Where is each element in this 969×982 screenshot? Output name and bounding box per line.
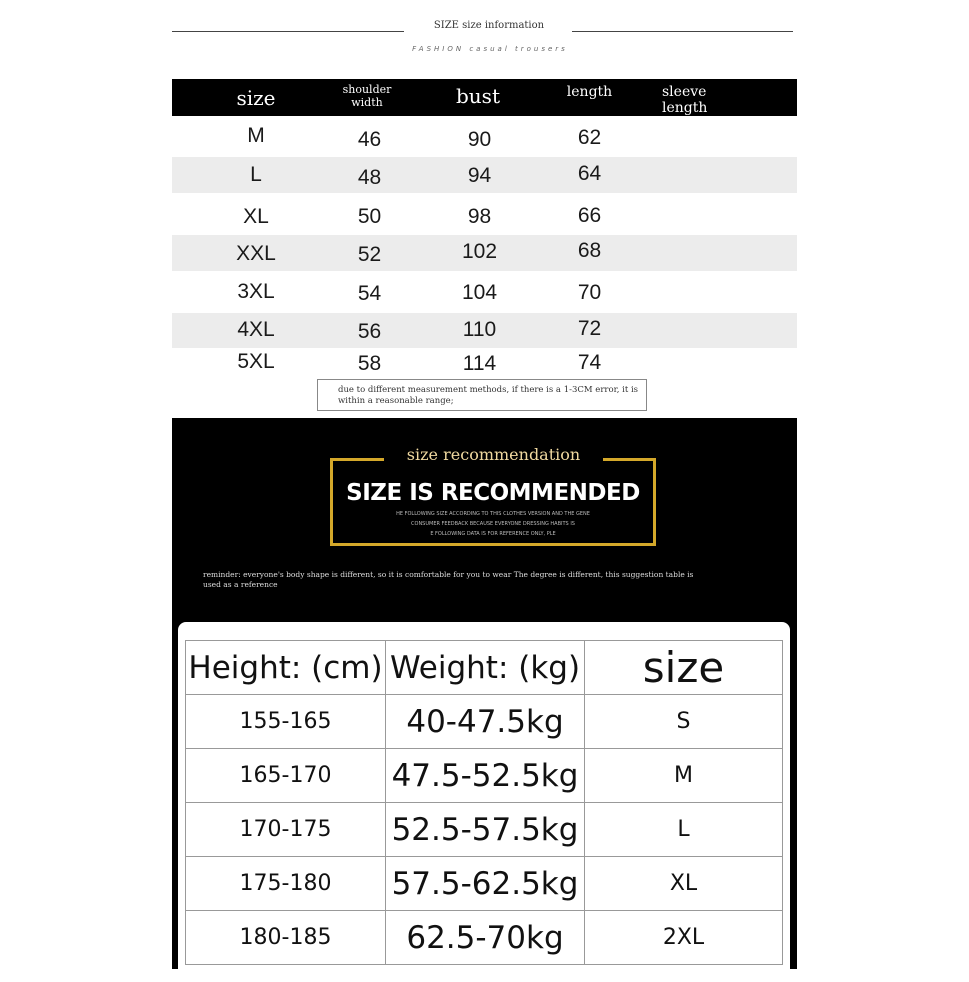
col-sleeve-length: sleeve length <box>662 84 708 117</box>
page-subtitle: FASHION casual trousers <box>412 45 568 53</box>
cell-weight: 47.5-52.5kg <box>386 749 585 803</box>
reminder-text: reminder: everyone's body shape is different, so it is comfortable for you to wear The degree is different, this suggestion table is used as a reference <box>203 570 694 589</box>
cell-size: L <box>585 803 783 857</box>
table-row <box>172 194 797 234</box>
table-row <box>186 911 783 965</box>
cell-weight: 62.5-70kg <box>386 911 585 965</box>
col-bust: bust <box>456 84 500 108</box>
size-table-header <box>172 79 797 116</box>
table-row <box>186 749 783 803</box>
cell-height: 175-180 <box>186 857 386 911</box>
cell-bust: 98 <box>467 205 492 228</box>
cell-length: 70 <box>577 281 602 304</box>
col-height: Height: (cm) <box>186 641 386 695</box>
cell-height: 170-175 <box>186 803 386 857</box>
cell-shoulder: 56 <box>357 320 382 343</box>
cell-bust: 110 <box>462 318 497 341</box>
cell-length: 66 <box>577 204 602 227</box>
cell-length: 68 <box>577 239 602 262</box>
cell-shoulder: 46 <box>357 128 382 151</box>
col-shoulder-width: shoulder width <box>342 83 392 109</box>
table-row <box>186 695 783 749</box>
cell-length: 72 <box>577 317 602 340</box>
gold-frame-top-left <box>330 458 384 461</box>
cell-size: L <box>250 163 262 186</box>
cell-size: 5XL <box>237 350 275 373</box>
header-rule-right <box>572 31 793 32</box>
cell-shoulder: 54 <box>357 282 382 305</box>
page-title: SIZE size information <box>433 20 545 31</box>
cell-bust: 114 <box>462 352 497 375</box>
cell-size: S <box>585 695 783 749</box>
table-row <box>172 272 797 312</box>
cell-height: 165-170 <box>186 749 386 803</box>
header-rule-left <box>172 31 404 32</box>
cell-height: 180-185 <box>186 911 386 965</box>
cell-size: 2XL <box>585 911 783 965</box>
table-row <box>172 313 797 348</box>
table-row <box>186 803 783 857</box>
recommendation-heading: SIZE IS RECOMMENDED <box>346 480 640 506</box>
cell-size: XL <box>243 205 269 228</box>
cell-bust: 104 <box>461 281 498 304</box>
gold-frame-top-right <box>603 458 656 461</box>
col-weight: Weight: (kg) <box>386 641 585 695</box>
cell-length: 64 <box>577 162 602 185</box>
col-rec-size: size <box>585 641 783 695</box>
recommendation-small-line: CONSUMER FEEDBACK BECAUSE EVERYONE DRESSING HABITS IS <box>411 521 575 527</box>
recommendation-label: size recommendation <box>406 445 581 464</box>
recommendation-table <box>185 640 783 965</box>
cell-size: XL <box>585 857 783 911</box>
table-row <box>172 118 797 156</box>
cell-size: M <box>585 749 783 803</box>
cell-bust: 102 <box>461 240 498 263</box>
cell-weight: 57.5-62.5kg <box>386 857 585 911</box>
cell-size: 4XL <box>237 318 275 341</box>
recommendation-small-line: HE FOLLOWING SIZE ACCORDING TO THIS CLOTHES VERSION AND THE GENE <box>396 511 590 517</box>
cell-bust: 94 <box>467 164 492 187</box>
table-header-row <box>186 641 783 695</box>
recommendation-small-line: E FOLLOWING DATA IS FOR REFERENCE ONLY, PLE <box>430 531 556 537</box>
table-row <box>172 235 797 271</box>
table-row <box>186 857 783 911</box>
cell-weight: 40-47.5kg <box>386 695 585 749</box>
cell-bust: 90 <box>467 128 492 151</box>
cell-shoulder: 58 <box>357 352 382 375</box>
cell-size: XXL <box>236 242 276 265</box>
col-size: size <box>236 86 276 110</box>
cell-shoulder: 52 <box>357 243 382 266</box>
col-length: length <box>566 84 613 100</box>
table-row <box>172 349 797 379</box>
cell-weight: 52.5-57.5kg <box>386 803 585 857</box>
cell-size: 3XL <box>237 280 275 303</box>
measurement-note: due to different measurement methods, if there is a 1-3CM error, it is within a reasonable range; <box>317 379 647 411</box>
cell-shoulder: 50 <box>357 205 382 228</box>
cell-size: M <box>247 124 265 147</box>
cell-shoulder: 48 <box>357 166 382 189</box>
cell-length: 74 <box>577 351 602 374</box>
cell-length: 62 <box>577 126 602 149</box>
cell-height: 155-165 <box>186 695 386 749</box>
table-row <box>172 157 797 193</box>
